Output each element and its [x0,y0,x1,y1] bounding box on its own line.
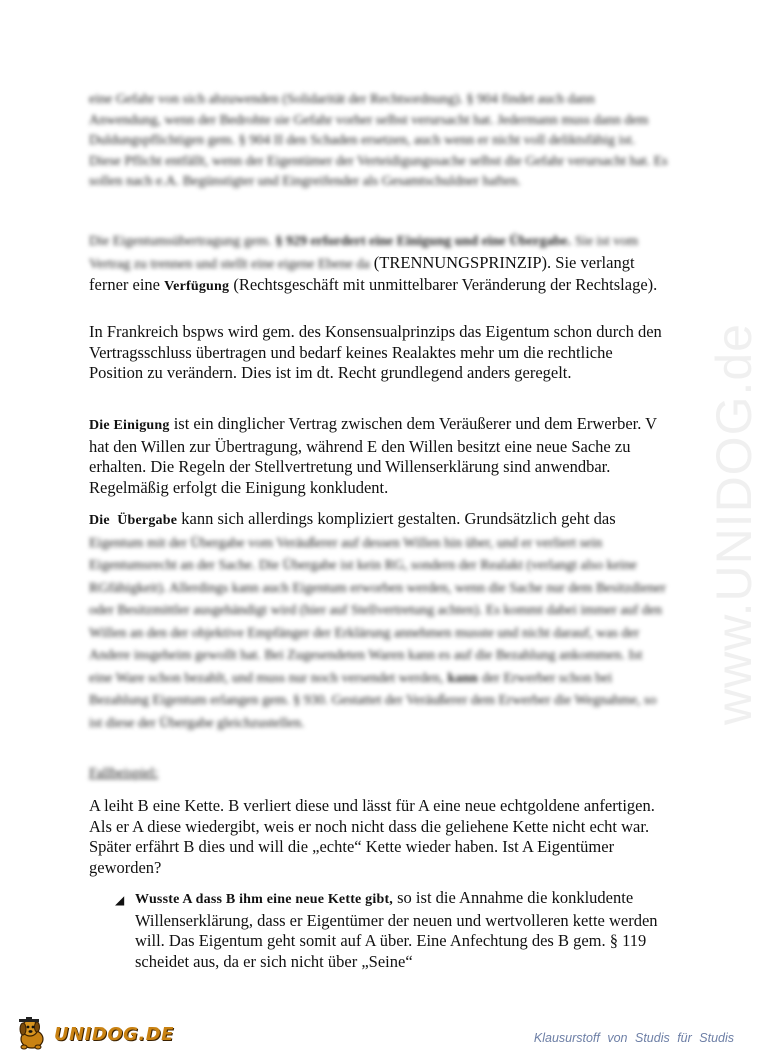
blurred-paragraph [89,90,669,193]
paragraph-text: eine Gefahr von sich abzuwenden (Solidarität der Rechtsordnung). § 904 findet auch dann Anwendung, wenn der Bedrohte sie Gefahr vorher selbst verursacht hat. Jedermann muss dann dem Duldungspflichtigen gem. § 904 II den Schaden ersetzen, auch wenn er nicht voll deliktsfähig ist. Diese Pflicht entfällt, wenn der Eigentümer der Verteidigungssache selbst die Gefahr verursacht hat. Es sollen nach e.A. Begünstigter und Eingreifender als Gesamtschuldner haften. [89,92,668,189]
bold-term: Die Einigung [89,418,170,433]
bold-term: Verfügung [164,279,230,294]
paragraph-text: (Rechtsgeschäft mit unmittelbarer Veränderung der Rechtslage). [233,275,658,294]
paragraph-text: (TRENNUNGSPRINZIP). Sie verlangt ferner eine [89,252,635,294]
bold-term: Wusste A dass B ihm eine neue Kette gibt, [135,892,394,907]
paragraph-text: kann sich allerdings kompliziert gestalten. Grundsätzlich geht das [181,509,616,528]
logo-text: UNIDOG.DE [54,1023,174,1045]
dog-icon [14,1017,52,1051]
blurred-bold-text: kann [447,670,478,686]
bold-term: Die Übergabe [89,513,178,528]
paragraph-fallbeispiel [89,796,669,878]
blurred-text: Eigentum mit der Übergabe vom Veräußerer auf dessen Willen hin über, und er verliert sein Eigentumsrecht an der Sache. Die Übergabe ist kein RG, sondern der Realakt (verlangt also keine RGfähigkeit). Allerdings kann auch Eigentum erworben werden, wenn die Sache nur dem Besitzdiener oder Besitzmittler ausgehändigt wird (hier auf Stellvertretung achten). Es kommt dabei immer auf den Willen an den der objektive Empfänger der Erklärung annehmen musste und nicht darauf, was der Andere insgeheim gewollt hat. Bei Zugesendeten Waren kann es auf die Bezahlung ankommen. Ist eine Ware schon bezahlt, und muss nur noch versendet werden, [89,535,666,686]
heading-text: Fallbeispiel: [89,766,159,781]
paragraph-uebergabe [89,509,669,734]
blurred-text: Die Eigentumsübertragung gem. [89,234,272,249]
footer-slogan: Klausurstoff von Studis für Studis [533,1031,734,1045]
paragraph-frankreich [89,322,669,384]
paragraph-einigung [89,414,669,498]
paragraph-text: A leiht B eine Kette. B verliert diese und lässt für A eine neue echtgoldene anfertigen. Als er A diese wiedergibt, weis er noch nicht dass die geliehene Kette nicht echt war. Später erfährt B dies und will die „echte“ Kette wieder haben. Ist A Eigentümer geworden? [89,796,655,877]
watermark: www.UNIDOG.de [706,323,762,725]
paragraph-eigentumsuebertragung [89,230,669,298]
blurred-text: der Erwerber schon bei Bezahlung Eigentum erlangen gem. § 930. Gestattet der Veräußerer dem Erwerber die Wegnahme, so ist diese der Übergabe gleichzustellen. [89,670,657,731]
blurred-text: Sie ist vom Vertrag zu trennen und stellt eine eigene Ebene da [89,234,639,272]
blurred-bold-text: § 929 erfordert eine Einigung und eine Übergabe. [275,234,572,249]
bullet-icon: ◢ [115,893,125,907]
paragraph-text: so ist die Annahme die konkludente Willenserklärung, dass er Eigentümer der neuen und wertvolleren kette werden will. Das Eigentum geht somit auf A über. Eine Anfechtung des B gem. § 119 scheidet aus, da er sich nicht über „Seine“ [135,888,658,971]
fallbeispiel-heading [89,764,669,785]
paragraph-text: ist ein dinglicher Vertrag zwischen dem Veräußerer und dem Erwerber. V hat den Willen zur Übertragung, während E den Willen besitzt eine neue Sache zu erhalten. Die Regeln der Stellvertretung und Willenserklärung sind anwendbar. Regelmäßig erfolgt die Einigung konkludent. [89,414,657,497]
paragraph-text: In Frankreich bspws wird gem. des Konsensualprinzips das Eigentum schon durch den Vertragsschluss übertragen und bedarf keines Realaktes mehr um die rechtliche Position zu verändern. Dies ist im dt. Recht grundlegend anders geregelt. [89,322,662,382]
unidog-logo[interactable] [14,1016,174,1052]
